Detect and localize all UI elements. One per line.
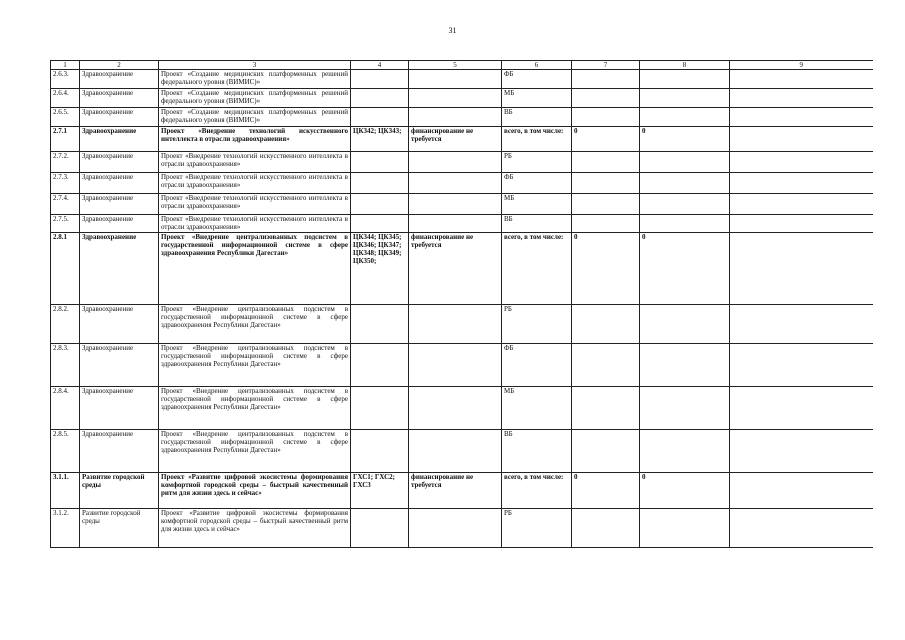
financing-note-cell <box>409 70 502 89</box>
table-row <box>51 473 873 509</box>
table-row <box>51 509 873 548</box>
value-cell-7 <box>572 387 640 430</box>
table-row <box>51 89 873 108</box>
value-cell-7 <box>572 509 640 548</box>
value-cell-8: 0 <box>640 127 730 152</box>
row-number-cell: 2.7.2. <box>51 152 80 173</box>
header-cell: 3 <box>159 61 351 70</box>
codes-cell <box>351 430 409 473</box>
sphere-cell: Здравоохранение <box>80 108 159 127</box>
codes-cell <box>351 152 409 173</box>
row-number-cell: 2.7.1 <box>51 127 80 152</box>
codes-cell <box>351 387 409 430</box>
financing-note-cell <box>409 509 502 548</box>
value-cell-7 <box>572 89 640 108</box>
value-cell-7 <box>572 305 640 344</box>
project-name-cell: Проект «Внедрение технологий искусственного интеллекта в отрасли здравоохранения» <box>159 173 351 194</box>
value-cell-7 <box>572 70 640 89</box>
value-cell-8 <box>640 305 730 344</box>
sphere-cell: Развитие городской среды <box>80 473 159 509</box>
funding-source-cell: РБ <box>502 305 572 344</box>
value-cell-7 <box>572 173 640 194</box>
sphere-cell: Здравоохранение <box>80 173 159 194</box>
value-cell-7 <box>572 430 640 473</box>
codes-cell <box>351 305 409 344</box>
sphere-cell: Здравоохранение <box>80 430 159 473</box>
empty-cell-9 <box>730 430 873 473</box>
table-row <box>51 233 873 305</box>
value-cell-7 <box>572 215 640 233</box>
value-cell-8: 0 <box>640 473 730 509</box>
row-number-cell: 3.1.2. <box>51 509 80 548</box>
project-name-cell: Проект «Внедрение централизованных подсистем в государственной информационной системе в сфере здравоохранения Республики Дагестан» <box>159 305 351 344</box>
project-name-cell: Проект «Внедрение централизованных подсистем в государственной информационной системе в сфере здравоохранения Республики Дагестан» <box>159 387 351 430</box>
project-name-cell: Проект «Внедрение централизованных подсистем в государственной информационной системе в сфере здравоохранения Республики Дагестан» <box>159 430 351 473</box>
empty-cell-9 <box>730 509 873 548</box>
row-number-cell: 2.8.4. <box>51 387 80 430</box>
project-name-cell: Проект «Внедрение технологий искусственного интеллекта в отрасли здравоохранения» <box>159 152 351 173</box>
codes-cell <box>351 173 409 194</box>
value-cell-8 <box>640 89 730 108</box>
header-cell: 2 <box>80 61 159 70</box>
value-cell-8 <box>640 215 730 233</box>
funding-source-cell: РБ <box>502 509 572 548</box>
financing-note-cell: финансирование не требуется <box>409 473 502 509</box>
row-number-cell: 2.6.3. <box>51 70 80 89</box>
row-number-cell: 2.6.4. <box>51 89 80 108</box>
value-cell-8 <box>640 344 730 387</box>
sphere-cell: Здравоохранение <box>80 152 159 173</box>
funding-source-cell: ФБ <box>502 70 572 89</box>
sphere-cell: Здравоохранение <box>80 387 159 430</box>
header-cell: 8 <box>640 61 730 70</box>
header-cell: 6 <box>502 61 572 70</box>
header-cell: 7 <box>572 61 640 70</box>
empty-cell-9 <box>730 387 873 430</box>
codes-cell <box>351 70 409 89</box>
value-cell-8 <box>640 387 730 430</box>
table-row <box>51 152 873 173</box>
program-table <box>50 60 873 548</box>
row-number-cell: 2.8.1 <box>51 233 80 305</box>
empty-cell-9 <box>730 152 873 173</box>
funding-source-cell: РБ <box>502 152 572 173</box>
sphere-cell: Здравоохранение <box>80 70 159 89</box>
header-row <box>51 61 873 70</box>
value-cell-7: 0 <box>572 473 640 509</box>
value-cell-8 <box>640 430 730 473</box>
financing-note-cell <box>409 215 502 233</box>
value-cell-8 <box>640 70 730 89</box>
codes-cell: ГХС1; ГХС2; ГХС3 <box>351 473 409 509</box>
sphere-cell: Здравоохранение <box>80 215 159 233</box>
codes-cell <box>351 89 409 108</box>
project-name-cell: Проект «Создание медицинских платформенных решений федерального уровня (ВИМИС)» <box>159 70 351 89</box>
funding-source-cell: МБ <box>502 89 572 108</box>
header-cell: 1 <box>51 61 80 70</box>
empty-cell-9 <box>730 127 873 152</box>
project-name-cell: Проект «Внедрение технологий искусственного интеллекта в отрасли здравоохранения» <box>159 215 351 233</box>
codes-cell <box>351 509 409 548</box>
codes-cell <box>351 108 409 127</box>
empty-cell-9 <box>730 233 873 305</box>
table-row <box>51 173 873 194</box>
financing-note-cell: финансирование не требуется <box>409 127 502 152</box>
financing-note-cell <box>409 152 502 173</box>
table-body <box>51 61 873 548</box>
sphere-cell: Здравоохранение <box>80 344 159 387</box>
empty-cell-9 <box>730 473 873 509</box>
codes-cell <box>351 344 409 387</box>
row-number-cell: 2.6.5. <box>51 108 80 127</box>
financing-note-cell <box>409 173 502 194</box>
financing-note-cell <box>409 108 502 127</box>
row-number-cell: 2.8.3. <box>51 344 80 387</box>
financing-note-cell <box>409 305 502 344</box>
value-cell-8 <box>640 509 730 548</box>
codes-cell: ЦК342; ЦК343; <box>351 127 409 152</box>
project-name-cell: Проект «Развитие цифровой экосистемы формирования комфортной городской среды – быстрый качественный ритм для жизни здесь и сейчас» <box>159 509 351 548</box>
project-name-cell: Проект «Внедрение технологий искусственного интеллекта в отрасли здравоохранения» <box>159 194 351 215</box>
value-cell-8 <box>640 152 730 173</box>
sphere-cell: Здравоохранение <box>80 305 159 344</box>
codes-cell <box>351 215 409 233</box>
sphere-cell: Здравоохранение <box>80 89 159 108</box>
table-row <box>51 108 873 127</box>
value-cell-8 <box>640 194 730 215</box>
header-cell: 9 <box>730 61 873 70</box>
row-number-cell: 3.1.1. <box>51 473 80 509</box>
financing-note-cell <box>409 430 502 473</box>
project-name-cell: Проект «Внедрение технологий искусственного интеллекта в отрасли здравоохранения» <box>159 127 351 152</box>
empty-cell-9 <box>730 89 873 108</box>
funding-source-cell: ВБ <box>502 215 572 233</box>
empty-cell-9 <box>730 215 873 233</box>
value-cell-7: 0 <box>572 233 640 305</box>
funding-source-cell: ВБ <box>502 430 572 473</box>
value-cell-8 <box>640 173 730 194</box>
value-cell-7 <box>572 152 640 173</box>
value-cell-7 <box>572 194 640 215</box>
value-cell-7 <box>572 344 640 387</box>
project-name-cell: Проект «Создание медицинских платформенных решений федерального уровня (ВИМИС)» <box>159 108 351 127</box>
financing-note-cell <box>409 89 502 108</box>
table-row <box>51 70 873 89</box>
value-cell-7: 0 <box>572 127 640 152</box>
funding-source-cell: МБ <box>502 194 572 215</box>
table-row <box>51 127 873 152</box>
funding-source-cell: МБ <box>502 387 572 430</box>
empty-cell-9 <box>730 194 873 215</box>
funding-source-cell: ВБ <box>502 108 572 127</box>
table-row <box>51 194 873 215</box>
empty-cell-9 <box>730 70 873 89</box>
funding-source-cell: всего, в том числе: <box>502 473 572 509</box>
value-cell-8 <box>640 108 730 127</box>
financing-note-cell: финансирование не требуется <box>409 233 502 305</box>
financing-note-cell <box>409 387 502 430</box>
funding-source-cell: ФБ <box>502 344 572 387</box>
header-cell: 5 <box>409 61 502 70</box>
project-name-cell: Проект «Развитие цифровой экосистемы формирования комфортной городской среды – быстрый качественный ритм для жизни здесь и сейчас» <box>159 473 351 509</box>
value-cell-8: 0 <box>640 233 730 305</box>
codes-cell: ЦК344; ЦК345; ЦК346; ЦК347; ЦК348; ЦК349; ЦК350; <box>351 233 409 305</box>
funding-source-cell: всего, в том числе: <box>502 127 572 152</box>
financing-note-cell <box>409 344 502 387</box>
sphere-cell: Здравоохранение <box>80 127 159 152</box>
table-row <box>51 305 873 344</box>
project-name-cell: Проект «Внедрение централизованных подсистем в государственной информационной системе в сфере здравоохранения Республики Дагестан» <box>159 344 351 387</box>
page-number: 31 <box>448 26 457 35</box>
row-number-cell: 2.8.5. <box>51 430 80 473</box>
row-number-cell: 2.7.4. <box>51 194 80 215</box>
table-row <box>51 344 873 387</box>
table-row <box>51 387 873 430</box>
sphere-cell: Здравоохранение <box>80 194 159 215</box>
financing-note-cell <box>409 194 502 215</box>
sphere-cell: Здравоохранение <box>80 233 159 305</box>
empty-cell-9 <box>730 108 873 127</box>
table-row <box>51 215 873 233</box>
row-number-cell: 2.7.3. <box>51 173 80 194</box>
funding-source-cell: всего, в том числе: <box>502 233 572 305</box>
codes-cell <box>351 194 409 215</box>
funding-source-cell: ФБ <box>502 173 572 194</box>
header-cell: 4 <box>351 61 409 70</box>
sphere-cell: Развитие городской среды <box>80 509 159 548</box>
row-number-cell: 2.7.5. <box>51 215 80 233</box>
table-row <box>51 430 873 473</box>
row-number-cell: 2.8.2. <box>51 305 80 344</box>
value-cell-7 <box>572 108 640 127</box>
empty-cell-9 <box>730 305 873 344</box>
project-name-cell: Проект «Внедрение централизованных подсистем в государственной информационной системе в сфере здравоохранения Республики Дагестан» <box>159 233 351 305</box>
project-name-cell: Проект «Создание медицинских платформенных решений федерального уровня (ВИМИС)» <box>159 89 351 108</box>
empty-cell-9 <box>730 173 873 194</box>
empty-cell-9 <box>730 344 873 387</box>
